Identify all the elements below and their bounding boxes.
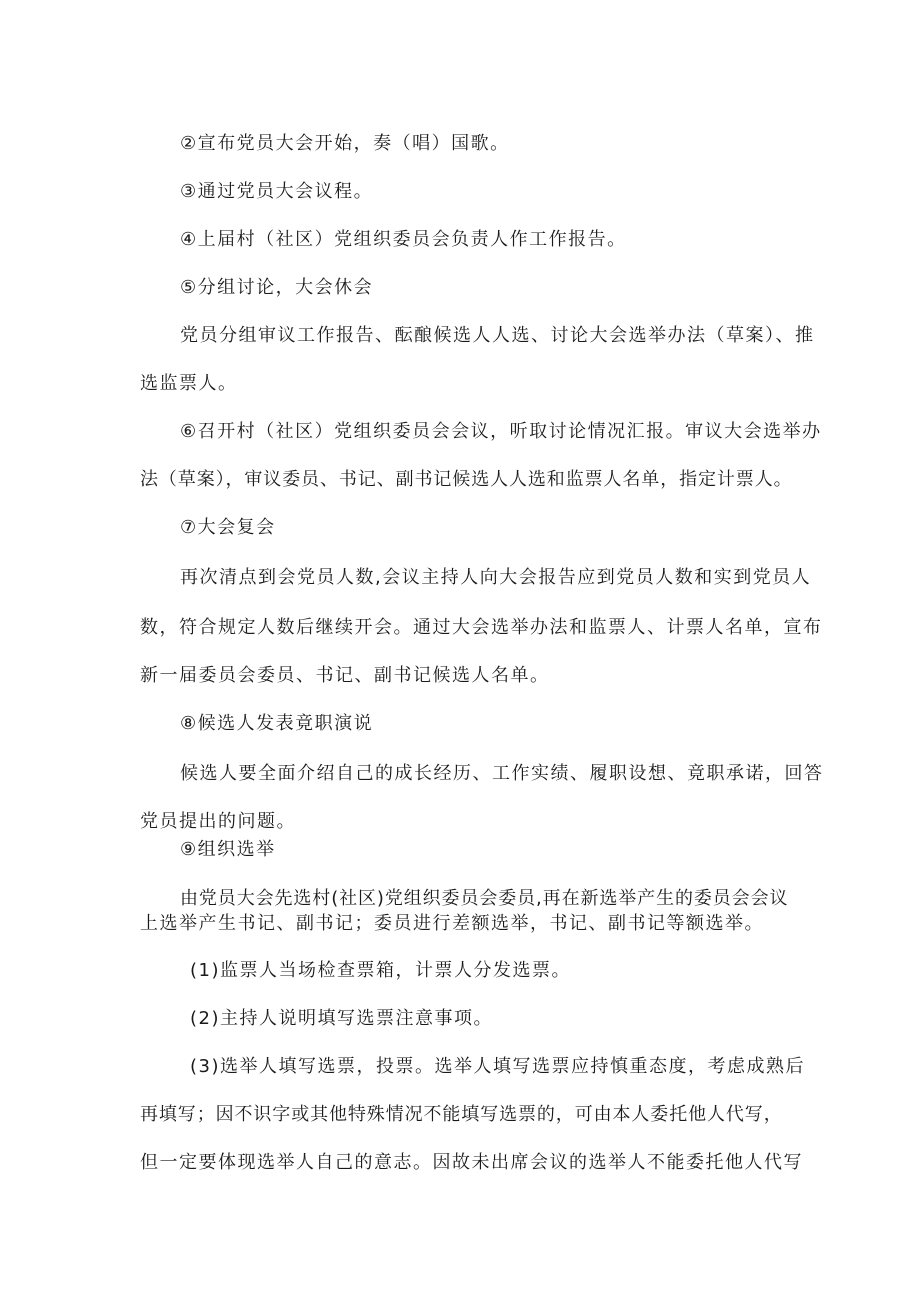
step-3-fill-ballot: (3)选举人填写选票，投票。选举人填写选票应持慎重态度，考虑成熟后 bbox=[190, 1056, 805, 1077]
item-2-announce-start: ②宣布党员大会开始，奏（唱）国歌。 bbox=[180, 133, 510, 154]
item-5-group-discussion: ⑤分组讨论，大会休会 bbox=[180, 277, 374, 298]
item-4-work-report: ④上届村（社区）党组织委员会负责人作工作报告。 bbox=[180, 229, 627, 250]
paragraph-line: 新一届委员会委员、书记、副书记候选人名单。 bbox=[140, 665, 550, 686]
item-8-candidate-speech: ⑧候选人发表竟职演说 bbox=[180, 713, 374, 734]
paragraph-line: 法（草案），审议委员、书记、副书记候选人人选和监票人名单，指定计票人。 bbox=[140, 469, 793, 490]
paragraph-line: 再填写；因不识字或其他特殊情况不能填写选票的，可由本人委托他人代写， bbox=[140, 1104, 783, 1125]
step-1-check-ballot-box: (1)监票人当场检查票箱，计票人分发选票。 bbox=[190, 960, 571, 981]
paragraph-line: 再次清点到会党员人数,会议主持人向大会报告应到党员人数和实到党员人 bbox=[180, 567, 812, 588]
paragraph-line: 数，符合规定人数后继续开会。通过大会选举办法和监票人、计票人名单，宣布 bbox=[140, 617, 823, 638]
paragraph-line: 候选人要全面介绍自己的成长经历、工作实绩、履职设想、竟职承诺，回答 bbox=[180, 763, 824, 784]
item-7-reconvene: ⑦大会复会 bbox=[180, 517, 276, 538]
item-9-organize-election: ⑨组织选举 bbox=[180, 839, 276, 860]
item-3-pass-agenda: ③通过党员大会议程。 bbox=[180, 181, 374, 202]
paragraph-line: 选监票人。 bbox=[140, 373, 238, 394]
paragraph-line: 党员提出的问题。 bbox=[140, 811, 296, 832]
paragraph-line: 上选举产生书记、副书记；委员进行差额选举，书记、副书记等额选举。 bbox=[140, 913, 764, 934]
step-2-explain-ballot: (2)主持人说明填写选票注意事项。 bbox=[190, 1008, 493, 1029]
item-6-committee-meeting: ⑥召开村（社区）党组织委员会会议，听取讨论情况汇报。审议大会选举办 bbox=[180, 421, 822, 442]
paragraph-line: 党员分组审议工作报告、酝酿候选人人选、讨论大会选举办法（草案）、推 bbox=[180, 325, 815, 346]
paragraph-line: 但一定要体现选举人自己的意志。因故未出席会议的选举人不能委托他人代写 bbox=[140, 1152, 803, 1173]
paragraph-line: 由党员大会先选村(社区)党组织委员会委员,再在新选举产生的委员会会议 bbox=[180, 888, 789, 909]
